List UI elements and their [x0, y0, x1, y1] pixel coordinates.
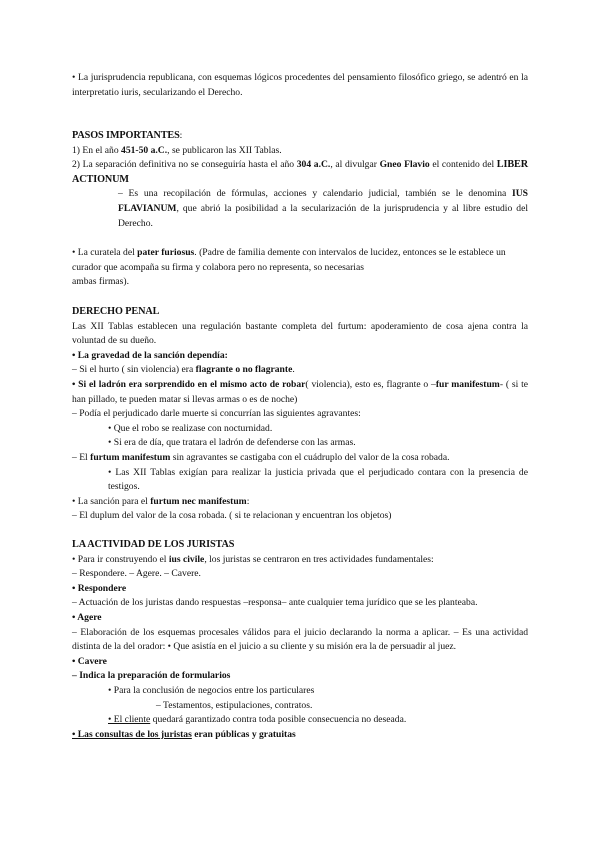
penal-hurto-pre: – Si el hurto ( sin violencia) era: [72, 364, 196, 376]
juristas-cliente: [72, 713, 528, 728]
penal-sancion-bold: furtum nec manifestum: [150, 495, 247, 507]
pasos-title: PASOS IMPORTANTES: [72, 130, 180, 141]
juristas-testamentos: – Testamentos, estipulaciones, contratos.: [156, 699, 313, 711]
penal-gravedad: • La gravedad de la sanción dependía:: [72, 349, 228, 361]
penal-tablas-justicia: • Las XII Tablas exigían para realizar la justicia privada que el perjudicado contara con la presencia de testigos.: [108, 466, 528, 493]
juristas-respondere-heading: • Respondere: [72, 582, 127, 594]
pasos-item-2-mid: , al divulgar: [330, 159, 380, 171]
juristas-consultas-post: eran públicas y gratuitas: [191, 728, 296, 740]
penal-agravante-2: • Si era de día, que tratara el ladrón de defenderse con las armas.: [108, 437, 356, 449]
penal-duplum: – El duplum del valor de la cosa robada. ( si te relacionan y encuentran los objetos): [72, 510, 392, 522]
pasos-item-2-pre: 2) La separación definitiva no se conseguiría hasta el año: [72, 159, 297, 171]
pasos-item-2-book: LIBER ACTIONUM: [72, 159, 529, 185]
penal-sancion: [72, 495, 528, 510]
penal-hurto: [72, 363, 528, 378]
curatela-paragraph: [72, 246, 528, 290]
penal-agravante-1: • Que el robo se realizase con nocturnidad.: [108, 422, 273, 434]
penal-sancion-post: :: [246, 495, 250, 507]
pasos-sub-bold: IUS FLAVIANUM: [118, 188, 528, 214]
juristas-title: LA ACTIVIDAD DE LOS JURISTAS: [72, 539, 235, 550]
pasos-heading: [72, 129, 528, 144]
pasos-item-1-pre: 1) En el año: [72, 144, 122, 156]
juristas-conclusion: • Para la conclusión de negocios entre los particulares: [108, 684, 315, 696]
juristas-cliente-underlined: • El cliente: [108, 714, 151, 726]
penal-podia: – Podía el perjudicado darle muerte si concurrían las siguientes agravantes:: [72, 408, 361, 420]
curatela-line-1: [72, 246, 528, 275]
pasos-title-colon: :: [179, 130, 183, 141]
pasos-item-1: [72, 144, 528, 159]
penal-hurto-bold: flagrante o no flagrante: [195, 364, 293, 376]
penal-intro: Las XII Tablas establecen una regulación bastante completa del furtum: apoderamiento de cosa ajena contra la voluntad de su dueño.: [72, 320, 528, 347]
juristas-consultas: [72, 728, 528, 743]
pasos-sub-item: [72, 187, 528, 231]
penal-section: [72, 305, 528, 524]
juristas-para: [72, 553, 528, 568]
juristas-para-pre: • Para ir construyendo el: [72, 553, 169, 565]
juristas-agere-text: – Elaboración de los esquemas procesales válidos para el juicio declarando la norma a aplicar. – Es una actividad distinta de la del orador: • Que asistía en el juicio a su cliente y su misión era la de persuadir al juez.: [72, 626, 528, 653]
penal-title: DERECHO PENAL: [72, 306, 160, 317]
penal-furtum-bold: furtum manifestum: [90, 451, 171, 463]
curatela-line-2: ambas firmas).: [72, 276, 130, 288]
pasos-item-2: [72, 158, 528, 187]
penal-furtum-post: sin agravantes se castigaba con el cuádruplo del valor de la cosa robada.: [170, 451, 450, 463]
juristas-indica: – Indica la preparación de formularios: [72, 670, 231, 682]
juristas-section: [72, 538, 528, 742]
pasos-item-2-post: el contenido del: [429, 159, 497, 171]
curatela-bold: pater furiosus: [137, 247, 195, 258]
juristas-respondere-text: – Actuación de los juristas dando respuestas –responsa– ante cualquier tema jurídico que se les planteaba.: [72, 597, 478, 609]
juristas-consultas-underlined: • Las consultas de los juristas: [72, 728, 192, 740]
intro-paragraph: [72, 71, 528, 100]
pasos-section: [72, 129, 528, 231]
pasos-item-2-name: Gneo Flavio: [379, 159, 430, 171]
juristas-para-post: , los juristas se centraron en tres actividades fundamentales:: [204, 553, 434, 565]
juristas-cliente-post: quedará garantizado contra toda posible consecuencia no deseada.: [150, 714, 407, 726]
juristas-cavere-heading: • Cavere: [72, 655, 107, 667]
juristas-actividades: – Respondere. – Agere. – Cavere.: [72, 568, 201, 580]
pasos-item-1-year: 451-50 a.C.: [121, 144, 168, 156]
pasos-sub-post: , que abrió la posibilidad a la secularización de la jurisprudencia y al libre estudio del Derecho.: [118, 202, 528, 229]
penal-ladron-post: - ( si te han pillado, te pueden matar si llevas armas o es de noche): [72, 378, 529, 405]
penal-ladron-term: fur manifestum: [435, 378, 500, 390]
penal-sancion-pre: • La sanción para el: [72, 495, 151, 507]
pasos-item-1-post: , se publicaron las XII Tablas.: [167, 144, 282, 156]
juristas-para-bold: ius civile: [168, 553, 205, 565]
curatela-pre: • La curatela del: [72, 247, 138, 258]
penal-furtum: [72, 451, 528, 466]
intro-text: • La jurisprudencia republicana, con esquemas lógicos procedentes del pensamiento filosófico griego, se adentró en la interpretatio iuris, secularizando el Derecho.: [72, 72, 528, 98]
penal-ladron-bold: • Si el ladrón era sorprendido en el mismo acto de robar: [72, 378, 306, 390]
curatela-post: . (Padre de familia demente con intervalos de lucidez, entonces se le establece un curador que acompaña su firma y colabora pero no representa, so necesarias: [72, 247, 506, 273]
pasos-sub-pre: – Es una recopilación de fórmulas, acciones y calendario judicial, también se le denomina: [118, 188, 512, 200]
penal-ladron: [72, 378, 528, 407]
penal-hurto-post: .: [292, 364, 295, 376]
penal-ladron-mid: ( violencia), esto es, flagrante o –: [305, 378, 436, 390]
pasos-item-2-year: 304 a.C.: [296, 159, 331, 171]
penal-furtum-pre: – El: [72, 451, 91, 463]
juristas-agere-heading: • Agere: [72, 611, 102, 623]
